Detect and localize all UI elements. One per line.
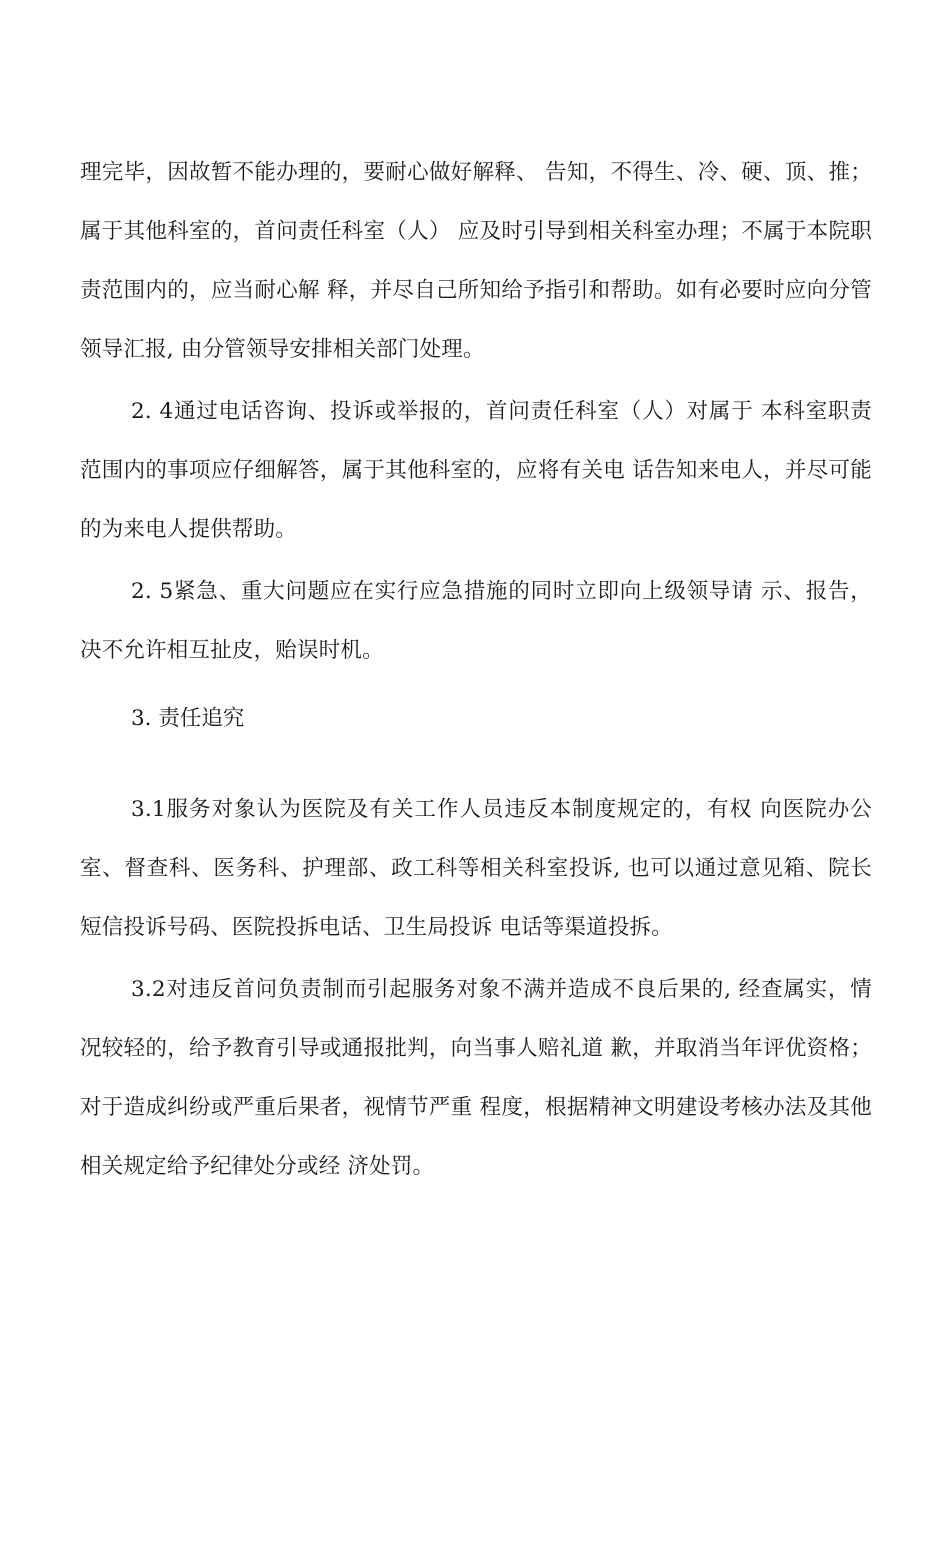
paragraph-handling: 理完毕，因故暂不能办理的，要耐心做好解释、 告知，不得生、冷、硬、顶、推；属于其他科室的，首问责任科室（人） 应及时引导到相关科室办理；不属于本院职责范围内的，应当耐心解 释，并尽自己所知给予指引和帮助。如有必要时应向分管领导汇报, 由分管领导安排相关部门处理。 [80,160,872,362]
section-heading-accountability: 3. 责任追究 [131,706,245,731]
paragraph-3-2-penalties: 3.2对违反首问负责制而引起服务对象不满并造成不良后果的, 经查属实，情况较轻的，给予教育引导或通报批判，向当事人赔礼道 歉，并取消当年评优资格；对于造成纠纷或严重后果者，视情节严重 程度，根据精神文明建设考核办法及其他相关规定给予纪律处分或经 济处罚。 [80,977,872,1179]
paragraph-3-1-complaints: 3.1服务对象认为医院及有关工作人员违反本制度规定的，有权 向医院办公室、督查科、医务科、护理部、政工科等相关科室投诉, 也可以通过意见箱、院长短信投诉号码、医院投拆电话、卫生局投诉 电话等渠道投拆。 [80,797,872,940]
paragraph-2-5-emergency: 2. 5紧急、重大问题应在实行应急措施的同时立即向上级领导请 示、报告，决不允许相互扯皮，贻误时机。 [80,579,872,663]
paragraph-2-4-phone-consultation: 2. 4通过电话咨询、投诉或举报的，首问责任科室（人）对属于 本科室职责范围内的事项应仔细解答，属于其他科室的，应将有关电 话告知来电人，并尽可能的为来电人提供帮助。 [80,399,872,542]
